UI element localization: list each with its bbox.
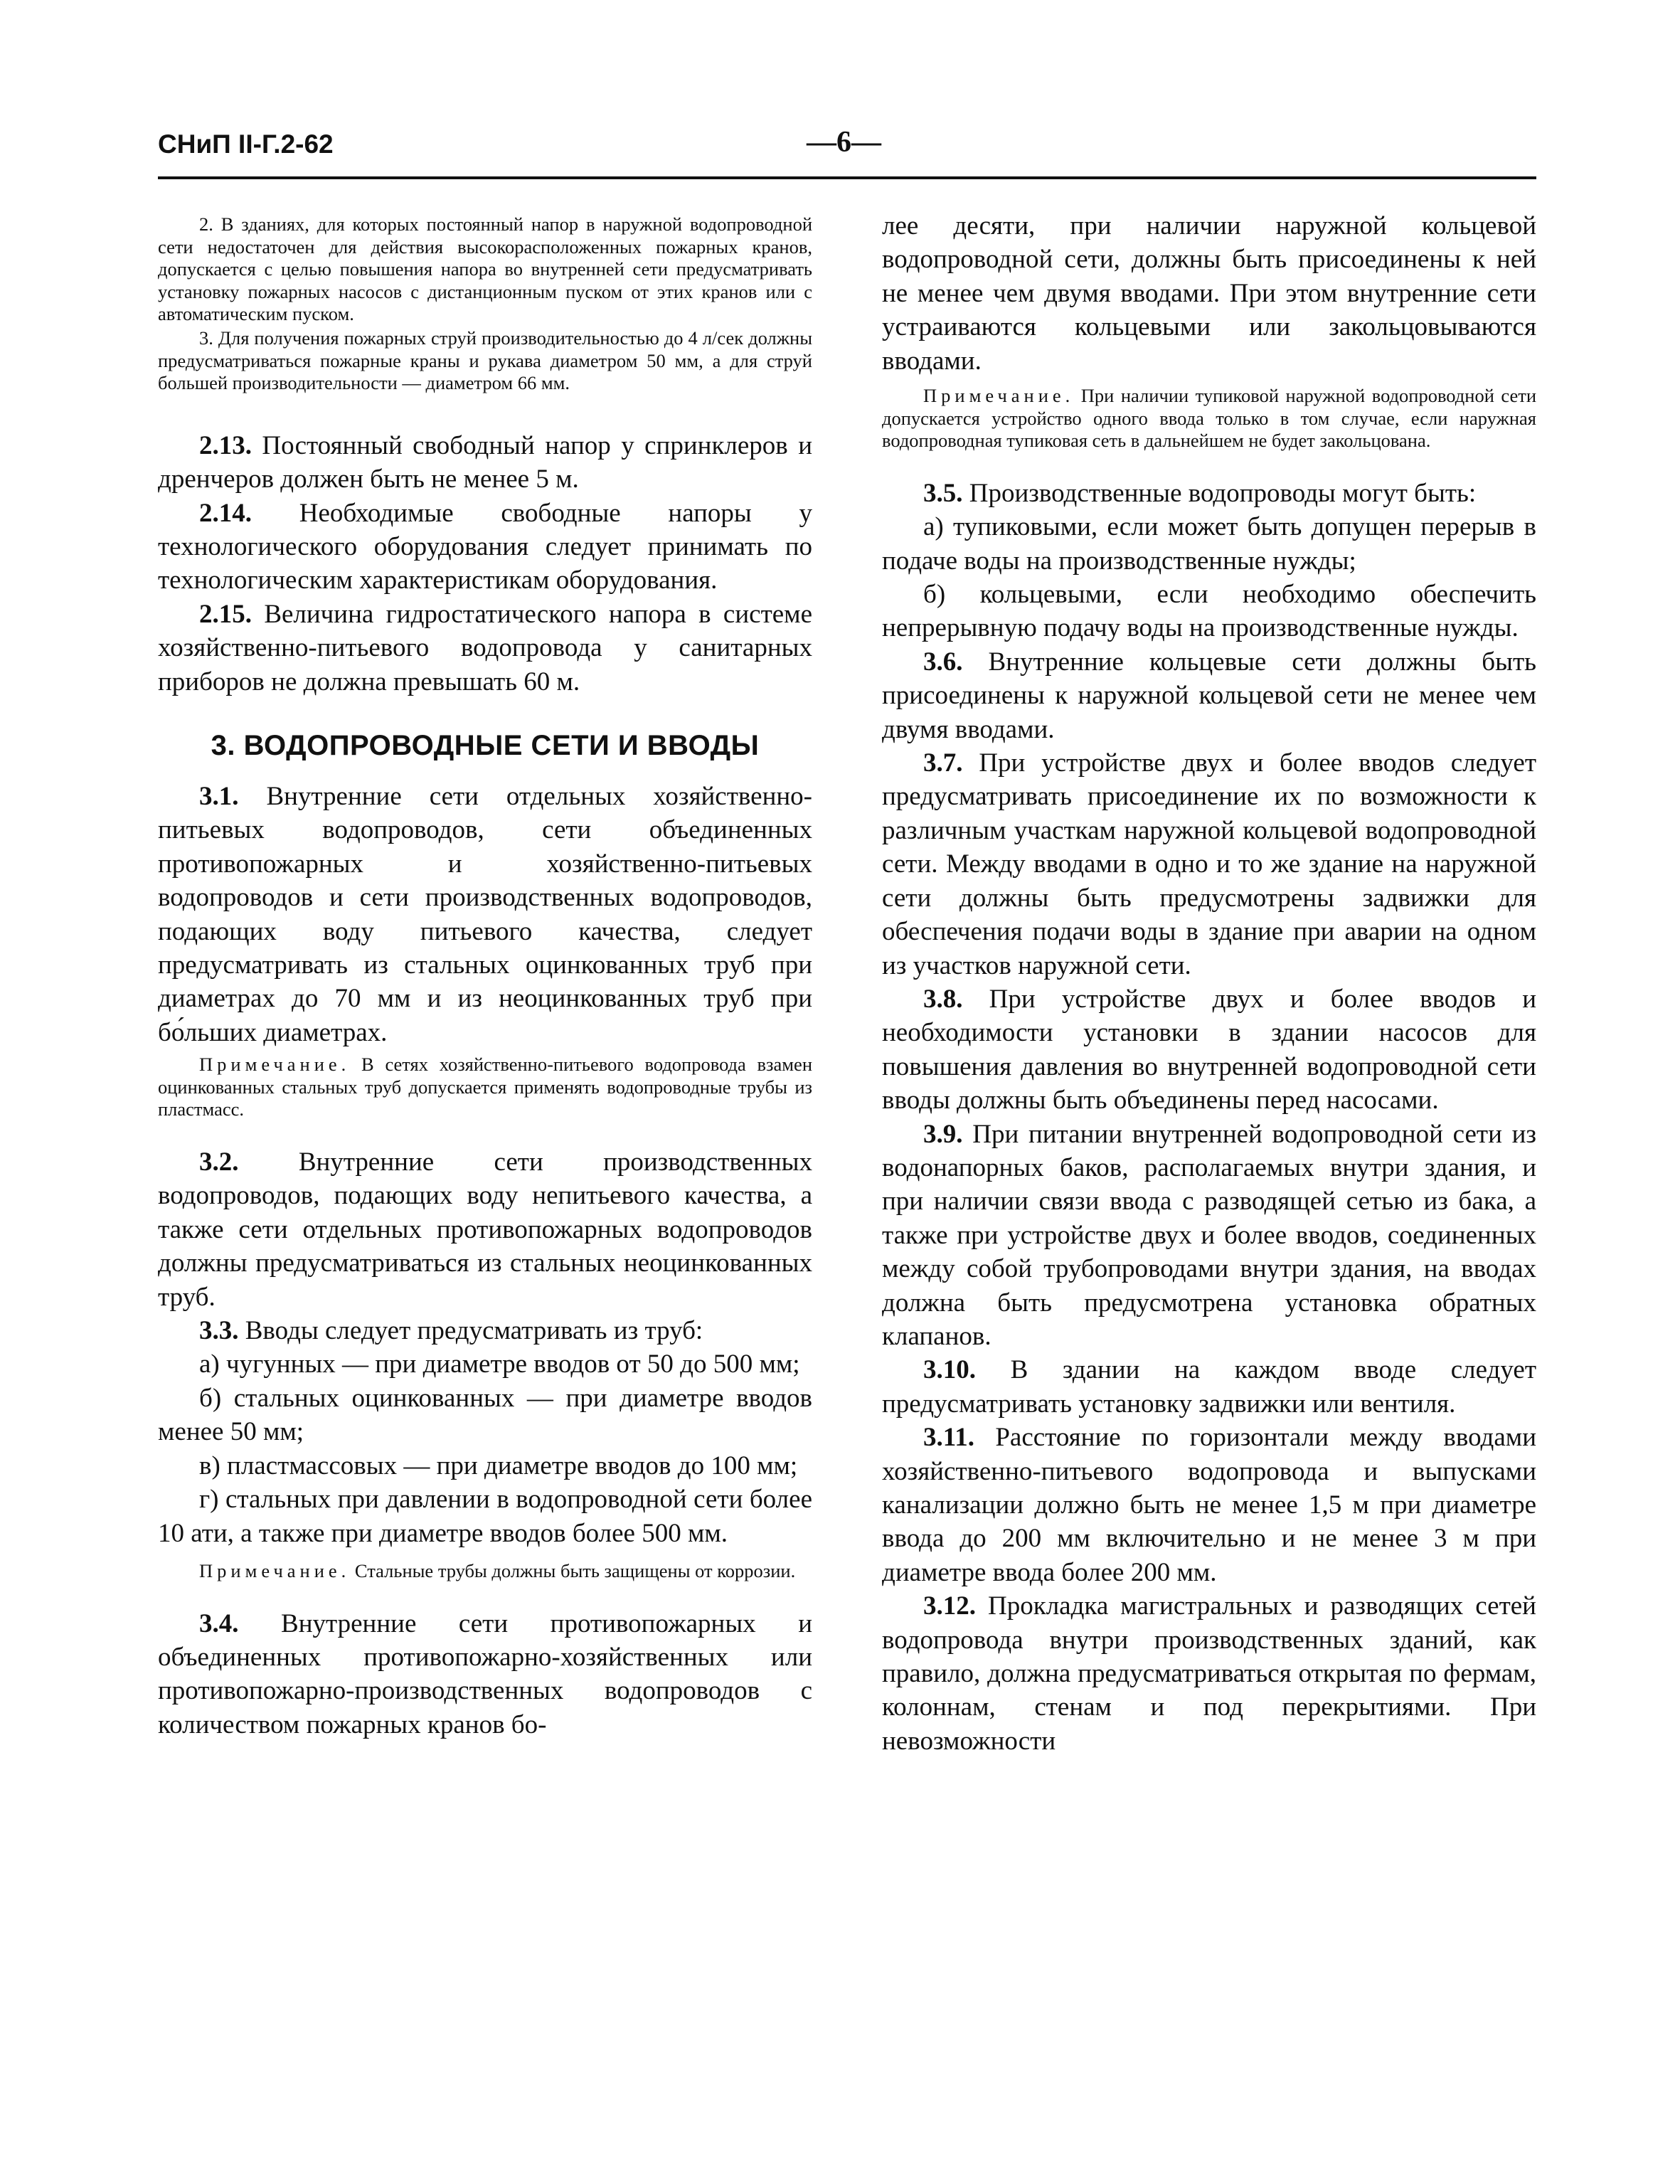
clause-number: 3.5. [923,478,963,508]
footnote-3 [158,327,812,395]
footnote-2 [158,213,812,326]
note-3-4 [882,385,1536,452]
footnote-text: 2. В зданиях, для которых постоянный напор в наружной водопроводной сети недостаточен для действия высокорасположенных пожарных кранов, допускается с целью повышения напора во внутренней сети предусматривать установку пожарных насосов с дистанционным пуском от этих кранов или с автоматическим пуском. [158,213,812,325]
page-header [158,125,1536,169]
note-text: При наличии тупиковой наружной водопроводной сети допускается устройство одного ввода только в том случае, если наружная водопроводная тупиковая сеть в дальнейшем не будет закольцована. [882,385,1537,452]
list-item-b [158,1382,812,1449]
note-text: В сетях хозяйственно-питьевого водопровода взамен оцинкованных стальных труб допускается применять водопроводные трубы из пластмасс. [158,1054,812,1120]
clause-text: Внутренние сети отдельных хозяйственно-питьевых водопроводов, сети объединенных противопожарных и хозяйственно-питьевых водопроводов и сети производственных водопроводов, подающих воду питьевого качества, следует предусматривать из стальных оцинкованных труб при диаметрах до 70 мм и из неоцинкованных труб при бо́льших диаметрах. [158,782,812,1047]
clause-3-3 [158,1314,812,1347]
clause-text: Постоянный свободный напор у спринклеров и дренчеров должен быть не менее 5 м. [158,430,812,494]
clause-text: Производственные водопроводы могут быть: [969,478,1477,508]
clause-3-7 [882,746,1536,982]
page-number: —6— [807,126,881,159]
note-label: Примечание. [199,1054,351,1076]
header-rule [158,176,1536,179]
clause-3-2 [158,1145,812,1314]
note-label: Примечание. [199,1559,351,1581]
clause-3-1 [158,780,812,1049]
clause-text: При устройстве двух и более вводов и необходимости установки в здании насосов для повышения давления во внутренней водопроводной сети вводы должны быть объединены перед насосами. [882,984,1537,1115]
clause-number: 3.10. [923,1355,976,1385]
clause-text: Необходимые свободные напоры у технологического оборудования следует принимать по технологическим характеристикам оборудования. [158,498,813,595]
clause-text: При устройстве двух и более вводов следует предусматривать присоединение их по возможности к различным участкам наружной кольцевой водопроводной сети. Между вводами в одно и то же здание на наружной сети должны быть предусмотрены задвижки для обеспечения подачи воды в здание при аварии на одном из участков наружной сети. [882,748,1537,980]
clause-number: 3.9. [923,1119,963,1149]
clause-text: Внутренние сети противопожарных и объединенных противопожарно-хозяйственных или противопожарно-производственных водопроводов с количеством пожарных кранов бо- [158,1608,812,1739]
clause-3-11 [882,1421,1536,1589]
clause-text: Расстояние по горизонтали между вводами хозяйственно-питьевого водопровода и выпусками канализации должно быть не менее 1,5 м при диаметре ввода до 200 мм включительно и не менее 3 м при диаметре ввода более 200 мм. [882,1423,1537,1587]
clause-text: При питании внутренней водопроводной сети из водонапорных баков, располагаемых внутри здания, и при наличии связи ввода с разводящей сетью из бака, а также при устройстве двух и более вводов, соединенных между собой трубопроводами внутри здания, на вводах должна быть предусмотрена установка обратных клапанов. [882,1119,1537,1351]
clause-number: 3.7. [923,748,963,778]
clause-number: 3.4. [199,1608,239,1638]
clause-3-5 [882,477,1536,510]
clause-text: В здании на каждом вводе следует предусматривать установку задвижки или вентиля. [882,1355,1536,1419]
clause-3-6 [882,645,1536,746]
footnote-text: 3. Для получения пожарных струй производительностью до 4 л/сек должны предусматриваться пожарные краны и рукава диаметром 50 мм, а для струй большей производительности — диаметром 66 мм. [158,327,812,394]
list-item-text: а) тупиковыми, если может быть допущен перерыв в подаче воды на производственные нужды; [882,512,1536,576]
clause-3-4-continued [882,209,1536,378]
note-text: Стальные трубы должны быть защищены от коррозии. [354,1559,796,1581]
clause-number: 3.2. [199,1147,239,1177]
note-3-3 [158,1560,812,1583]
list-item-text: б) стальных оцинкованных — при диаметре вводов менее 50 мм; [158,1383,812,1447]
note-3-1 [158,1054,812,1121]
list-item-text: а) чугунных — при диаметре вводов от 50 до 500 мм; [199,1350,800,1379]
list-item-text: в) пластмассовых — при диаметре вводов до 100 мм; [199,1451,798,1480]
clause-number: 3.12. [923,1591,976,1621]
list-item-b [882,578,1536,645]
clause-2-14 [158,497,812,598]
list-item-a [158,1347,812,1381]
clause-2-15 [158,598,812,699]
clause-3-12 [882,1589,1536,1758]
clause-text: лее десяти, при наличии наружной кольцевой водопроводной сети, должны быть присоединены к ней не менее чем двумя вводами. При этом внутренние сети устраиваются кольцевыми или закольцовываются вводами. [882,211,1536,376]
clause-text: Величина гидростатического напора в системе хозяйственно-питьевого водопровода у санитарных приборов не должна превышать 60 м. [158,599,812,696]
list-item-v [158,1449,812,1483]
clause-number: 3.3. [199,1316,239,1346]
clause-text: Внутренние сети производственных водопроводов, подающих воду непитьевого качества, а также сети отдельных противопожарных водопроводов должны предусматриваться из стальных неоцинкованных труб. [158,1147,813,1312]
section-heading: 3. ВОДОПРОВОДНЫЕ СЕТИ И ВВОДЫ [211,730,760,761]
clause-2-13 [158,429,812,497]
clause-number: 3.6. [923,647,963,677]
clause-number: 3.1. [199,782,239,811]
list-item-text: г) стальных при давлении в водопроводной сети более 10 ати, а также при диаметре вводов более 500 мм. [158,1485,812,1548]
clause-number: 2.13. [199,430,252,460]
list-item-a [882,510,1536,578]
clause-number: 2.14. [199,498,252,528]
clause-text: Внутренние кольцевые сети должны быть присоединены к наружной кольцевой сети не менее чем двумя вводами. [882,647,1536,744]
clause-3-8 [882,982,1536,1118]
clause-number: 2.15. [199,599,252,629]
clause-text: Прокладка магистральных и разводящих сетей водопровода внутри производственных зданий, как правило, должна предусматриваться открытая по фермам, колоннам, стенам и под перекрытиями. При невозможности [882,1591,1536,1756]
note-label: Примечание. [923,385,1075,407]
left-column [158,213,812,1742]
list-item-g [158,1483,812,1550]
clause-3-4 [158,1607,812,1742]
list-item-text: б) кольцевыми, если необходимо обеспечить непрерывную подачу воды на производственные нужды. [882,580,1536,643]
clause-3-10 [882,1353,1536,1421]
clause-3-9 [882,1118,1536,1354]
clause-text: Вводы следует предусматривать из труб: [245,1316,703,1346]
clause-number: 3.11. [923,1423,974,1453]
right-column [882,213,1536,1758]
document-code: СНиП II-Г.2-62 [158,129,334,159]
clause-number: 3.8. [923,984,963,1014]
